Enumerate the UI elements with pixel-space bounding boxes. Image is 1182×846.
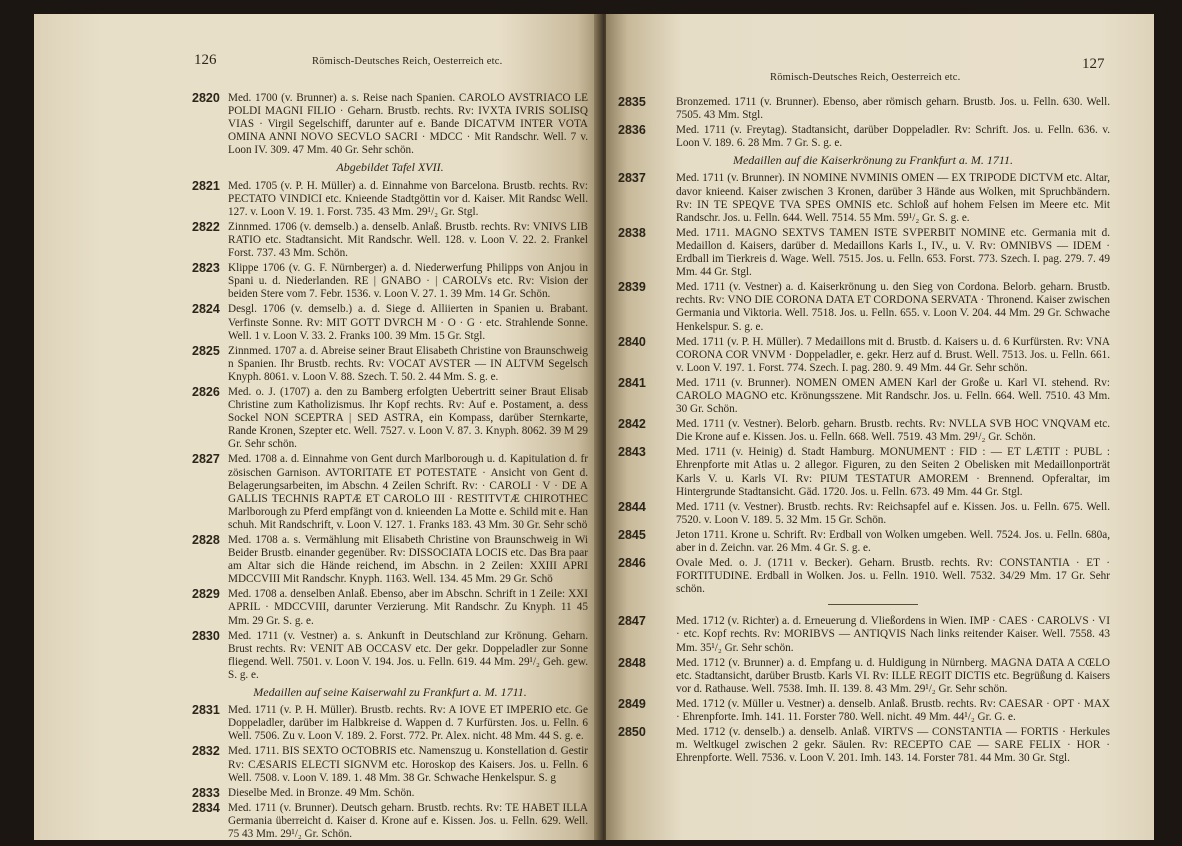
lot-number: 2824 (192, 302, 220, 317)
catalog-entry (618, 334, 1110, 375)
lot-description: Med. 1711. BIS SEXTO OCTOBRIS etc. Namenszug u. Konstellation d. Gestir Rv: CÆSARIS ELECTI SIGNVM etc. Horoskop des Kaisers. Jos. u. Felln. 6 Well. 7508. v. Loon V. 189. 1. 48 Mm. 38 Gr. Schwache Henkelspur. S. g (228, 745, 588, 784)
catalog-entry (192, 386, 588, 451)
lot-number: 2835 (618, 95, 646, 109)
lot-description: Desgl. 1706 (v. demselb.) a. d. Siege d. Alliierten in Spanien u. Brabant. Verfinste Sonne. Rv: MIT GOTT DVRCH M · O · G · etc. Strahlende Sonne. Well. 1 v. Loon V. 33. 2. Franks 100. 39 Mm. 15 Gr. Stgl. (228, 303, 588, 342)
catalog-entry (192, 180, 588, 219)
catalog-entry (618, 527, 1110, 555)
lot-number: 2820 (192, 91, 220, 105)
left-page (34, 14, 600, 840)
catalog-entry (618, 499, 1110, 527)
lot-number: 2832 (192, 744, 220, 759)
lot-number: 2849 (618, 696, 646, 711)
lot-description: Med. 1711 (v. Brunner). Deutsch geharn. Brustb. rechts. Rv: TE HABET ILLA Germania überreicht d. Kaiser d. Krone auf e. Kissen. Jos. u. Felln. 629. Well. 75 43 Mm. 29¹/₂ Gr. Schön. (228, 801, 588, 840)
lot-description: Med. o. J. (1707) a. den zu Bamberg erfolgten Uebertritt seiner Braut Elisab Christine zum Katholizismus. Ihr Kopf rechts. Rv: Auf e. Postament, a. dess Sockel NON SCEPTRA | SED ASTRA, ein Kompass, darüber Sternkarte, Rande Kronen, Szepter etc. Well. 7527. v. Loon V. 87. 3. Knyph. 8062. 39 M 29 Gr. Sehr schön. (228, 385, 588, 451)
catalog-entry (618, 417, 1110, 444)
lot-description: Dieselbe Med. in Bronze. 49 Mm. Schön. (228, 786, 415, 799)
lot-number: 2829 (192, 587, 220, 602)
lot-description: Med. 1705 (v. P. H. Müller) a. d. Einnahme von Barcelona. Brustb. rechts. Rv: PECTATO VINDICI etc. Knieende Stadtgöttin vor d. Kaiser. Mit Randsc Well. 127. v. Loon V. 19. 1. Forst. 735. 43 Mm. 29¹/₂ Gr. Stgl. (228, 179, 588, 218)
lot-description: Bronzemed. 1711 (v. Brunner). Ebenso, aber römisch geharn. Brustb. Jos. u. Felln. 630. Well. 7505. 43 Mm. Stgl. (676, 96, 1110, 122)
lot-number: 2821 (192, 178, 220, 193)
book-spread (34, 14, 1154, 840)
lot-number: 2826 (192, 384, 220, 399)
lot-number: 2828 (192, 533, 220, 547)
lot-description: Jeton 1711. Krone u. Schrift. Rv: Erdball von Wolken umgeben. Well. 7524. Jos. u. Felln. 680a, aber in d. Zeichn. var. 26 Mm. 4 Gr. S. g. e. (676, 528, 1110, 554)
lot-description: Med. 1708 a. d. Einnahme von Gent durch Marlborough u. d. Kapitulation d. fr zösischen Garnison. AVTORITATE ET POTESTATE · Ansicht von Gent d. Belagerungsarbeiten, im Abschn. 4 Zeilen Schrift. Rv: · CAROLI · V · DE A GALLIS TECHNIS RAPTÆ ET CAROLO III · RESTITVTÆ CHIROTHEC Marlborough zu Pferd empfängt von d. knieenden La Motte e. Schild mit e. Han schuh. Mit Randschrift, v. Loon V. 127. 1. Franks 183. 43 Mm. 30 Gr. Sehr schö (228, 453, 588, 531)
catalog-entry (192, 534, 588, 586)
catalog-column (192, 92, 588, 840)
lot-description: Med. 1711. MAGNO SEXTVS TAMEN ISTE SVPERBIT NOMINE etc. Germania mit d. Medaillon d. Kaisers, darüber d. Medaillons Karls I., IV., u. V. Rv: OMNIBVS — IDEM · Erdball im Tierkreis d. Wage. Well. 7515. Jos. u. Felln. 653. Forst. 773. Szech. I. pag. 279. 7. 49 Mm. 44 Gr. Stgl. (676, 226, 1110, 279)
lot-description: Ovale Med. o. J. (1711 v. Becker). Geharn. Brustb. rechts. Rv: CONSTANTIA · ET · FORTITUDINE. Erdball in Wolken. Jos. u. Felln. 1910. Well. 7532. 34/29 Mm. 17 Gr. Sehr schön. (676, 557, 1110, 596)
lot-number: 2841 (618, 375, 646, 390)
catalog-entry (192, 745, 588, 784)
running-header: Römisch-Deutsches Reich, Oesterreich etc. (770, 72, 961, 83)
lot-number: 2833 (192, 785, 220, 800)
catalog-entry (618, 280, 1110, 333)
lot-description: Med. 1708 a. s. Vermählung mit Elisabeth Christine von Braunschweig in Wi Beider Brustb. einander gegenüber. Rv: DISSOCIATA LOCIS etc. Das Bra paar am Altar sich die Hände reichend, im Abschn. in 2 Zeilen: XXIII APRI MDCCVIII Mit Randschr. Knyph. 1163. Well. 134. 45 Mm. 29 Gr. Schö (228, 534, 588, 586)
lot-description: Med. 1711 (v. P. H. Müller). 7 Medaillons mit d. Brustb. d. Kaisers u. d. 6 Kurfürsten. Rv: VNA CORONA COR VNVM · Doppeladler, e. gekr. Herz auf d. Brust. Well. 7513. Jos. u. Felln. 661. v. Loon V. 197. 1. Forst. 774. Szech. I. pag. 280. 9. 49 Mm. 44 Gr. Sehr schön. (676, 335, 1110, 374)
lot-description: Zinnmed. 1706 (v. demselb.) a. denselb. Anlaß. Brustb. rechts. Rv: VNIVS LIB RATIO etc. Stadtansicht. Mit Randschr. Well. 128. v. Loon V. 22. 2. Frankel Forst. 737. 43 Mm. Schön. (228, 220, 588, 260)
lot-number: 2842 (618, 417, 646, 432)
divider (828, 604, 918, 605)
catalog-entry (618, 725, 1110, 765)
section-heading: Medaillen auf seine Kaiserwahl zu Frankfurt a. M. 1711. (253, 685, 527, 700)
lot-number: 2847 (618, 614, 646, 629)
catalog-entry (618, 614, 1110, 654)
lot-number: 2839 (618, 280, 646, 295)
right-page (606, 14, 1154, 840)
catalog-entry (192, 704, 588, 743)
catalog-entry (618, 696, 1110, 724)
lot-number: 2843 (618, 445, 646, 460)
catalog-entry (618, 655, 1110, 696)
lot-number: 2831 (192, 703, 220, 718)
catalog-entry (192, 630, 588, 682)
lot-number: 2848 (618, 655, 646, 670)
lot-number: 2844 (618, 499, 646, 514)
catalog-entry (618, 445, 1110, 498)
lot-number: 2846 (618, 556, 646, 571)
catalog-entry (618, 225, 1110, 279)
catalog-entry (192, 303, 588, 342)
page-number: 127 (1082, 56, 1105, 72)
catalog-entry (192, 588, 588, 627)
lot-description: Med. 1700 (v. Brunner) a. s. Reise nach Spanien. CAROLO AVSTRIACO LE POLDI MAGNI FILIO · Geharn. Brustb. rechts. Rv: IVXTA IVRIS SOLISQ VIAS · Virgil Segelschiff, darunter auf e. Bande DICATVM INTER VOTA OMINA ANNI NOVO SECVLO SACRI · MDCC · Mit Randschr. Well. 7 v. Loon IV. 309. 47 Mm. 40 Gr. Sehr schön. (228, 92, 588, 157)
lot-number: 2830 (192, 628, 220, 643)
section-heading: Abgebildet Tafel XVII. (336, 160, 444, 175)
lot-description: Med. 1712 (v. Müller u. Vestner) a. denselb. Anlaß. Brustb. rechts. Rv: CAESAR · OPT · MAX · Ehrenpforte. Imh. 141. 11. Forster 780. Well. nicht. 49 Mm. 44¹/₂ Gr. G. e. (676, 697, 1110, 724)
lot-description: Med. 1712 (v. Richter) a. d. Erneuerung d. Vließordens in Wien. IMP · CAES · CAROLVS · VI · etc. Kopf rechts. Rv: MORIBVS — ANTIQVIS Nach links reitender Kaiser. Well. 7558. 43 Mm. 35¹/₂ Gr. Sehr schön. (676, 615, 1110, 654)
lot-description: Med. 1711 (v. Vestner). Brustb. rechts. Rv: Reichsapfel auf e. Kissen. Jos. u. Felln. 675. Well. 7520. v. Loon V. 189. 5. 32 Mm. 15 Gr. Schön. (676, 500, 1110, 526)
lot-description: Med. 1711 (v. Brunner). NOMEN OMEN AMEN Karl der Große u. Karl VI. stehend. Rv: CAROLO MAGNO etc. Krönungsszene. Mit Randschr. Jos. u. Felln. 664. Well. 7510. 43 Mm. 30 Gr. Schön. (676, 376, 1110, 416)
lot-number: 2836 (618, 123, 646, 138)
page-number: 126 (194, 52, 217, 68)
catalog-entry (192, 345, 588, 384)
catalog-entry (618, 171, 1110, 224)
catalog-entry (192, 787, 588, 800)
catalog-entry (192, 221, 588, 260)
lot-number: 2845 (618, 527, 646, 542)
catalog-entry (618, 556, 1110, 596)
lot-number: 2823 (192, 261, 220, 276)
lot-number: 2838 (618, 225, 646, 240)
lot-description: Med. 1711 (v. Heinig) d. Stadt Hamburg. MONUMENT : FID : — ET LÆTIT : PUBL : Ehrenpforte mit Atlas u. 2 allegor. Figuren, zu den Seiten 2 Obelisken mit Medaillonporträt Karls V. u. Karls VI. Rv: PIUM TESTATUR AMOREM · Brennend. Opferaltar, im Hintergrunde Stadtansicht. Gäd. 1720. Jos. u. Felln. 673. 49 Mm. 44 Gr. Stgl. (676, 446, 1110, 498)
section-heading: Medaillen auf die Kaiserkrönung zu Frankfurt a. M. 1711. (732, 153, 1014, 168)
running-header: Römisch-Deutsches Reich, Oesterreich etc. (312, 56, 503, 67)
catalog-column (618, 95, 1110, 767)
catalog-entry (192, 92, 588, 157)
lot-number: 2825 (192, 343, 220, 358)
lot-description: Klippe 1706 (v. G. F. Nürnberger) a. d. Niederwerfung Philipps von Anjou in Spani u. d. Niederlanden. RE | GNABO · | CAROLVs etc. Rv: Vision der beiden Stere vom 7. Febr. 1536. v. Loon V. 27. 1. 39 Mm. 14 Gr. Schön. (228, 262, 588, 301)
lot-description: Zinnmed. 1707 a. d. Abreise seiner Braut Elisabeth Christine von Braunschweig n Spanien. Ihr Brustb. rechts. Rv: VOCAT AVSTER — IN ALTVM Segelsch Knyph. 8061. v. Loon V. 88. Szech. T. 50. 2. 44 Mm. S. g. e. (228, 344, 588, 383)
catalog-entry (192, 453, 588, 532)
catalog-entry (618, 375, 1110, 416)
lot-number: 2827 (192, 452, 220, 467)
lot-description: Med. 1711 (v. Vestner) a. s. Ankunft in Deutschland zur Krönung. Geharn. Brust rechts. Rv: VENIT AB OCCASV etc. Der gekr. Doppeladler zur Sonne fliegend. Well. 7501. v. Loon V. 194. Jos. u. Felln. 619. 44 Mm. 29¹/₂ Geh. gew. S. g. e. (228, 629, 588, 681)
lot-number: 2840 (618, 334, 646, 349)
lot-description: Med. 1712 (v. Brunner) a. d. Empfang u. d. Huldigung in Nürnberg. MAGNA DATA A CŒLO etc. Stadtansicht, darüber Brustb. Karls VI. Rv: ILLE REGIT DICTIS etc. Begrüßung d. Kaisers vor d. Rathause. Well. 7538. Imh. II. 139. 8. 43 Mm. 29¹/₂ Gr. Sehr schön. (676, 656, 1110, 695)
catalog-entry (192, 262, 588, 301)
catalog-entry (618, 123, 1110, 150)
lot-description: Med. 1711 (v. Vestner) a. d. Kaiserkrönung u. den Sieg von Cordona. Belorb. geharn. Brustb. rechts. Rv: VNO DIE CORONA DATA ET CORDONA SERVATA · Thronend. Kaiser zwischen Germania und Viktoria. Well. 7518. Jos. u. Felln. 655. v. Loon V. 204. 44 Mm. 29 Gr. Schwache Henkelspur. S. g. e. (676, 281, 1110, 333)
lot-description: Med. 1711 (v. Brunner). IN NOMINE NVMINIS OMEN — EX TRIPODE DICTVM etc. Altar, davor knieend. Kaiser zwischen 3 Kronen, darüber 3 Hände aus Wolken, mit Spruchbändern. Rv: IN TE SPEQVE TVA SPES OMNIS etc. Schloß auf hohem Felsen im Meere etc. Mit Randschr. Jos. u. Felln. 644. Well. 7514. 55 Mm. 59¹/₂ Gr. S. g. e. (676, 172, 1110, 224)
lot-description: Med. 1712 (v. denselb.) a. denselb. Anlaß. VIRTVS — CONSTANTIA — FORTIS · Herkules m. Weltkugel zwischen 2 gekr. Säulen. Rv: RECEPTO CAE — SARE FELIX · HOR · Ehrenpforte. Well. 7536. v. Loon V. 201. Imh. 143. 14. Forster 781. 44 Mm. 30 Gr. Stgl. (676, 726, 1110, 765)
lot-description: Med. 1711 (v. Freytag). Stadtansicht, darüber Doppeladler. Rv: Schrift. Jos. u. Felln. 636. v. Loon V. 189. 6. 28 Mm. 7 Gr. S. g. e. (676, 124, 1110, 150)
lot-number: 2834 (192, 800, 220, 815)
lot-description: Med. 1711 (v. P. H. Müller). Brustb. rechts. Rv: A IOVE ET IMPERIO etc. Ge Doppeladler, darüber im Halbkreise d. Wappen d. 7 Kurfürsten. Jos. u. Felln. 6 Well. 7506. Zu v. Loon V. 189. 2. Forst. 772. Pr. Alex. nicht. 48 Mm. 44 S. g. e. (228, 704, 588, 743)
lot-number: 2837 (618, 171, 646, 186)
catalog-entry (618, 95, 1110, 122)
lot-number: 2822 (192, 219, 220, 234)
lot-description: Med. 1708 a. denselben Anlaß. Ebenso, aber im Abschn. Schrift in 1 Zeile: XXI APRIL · MDCCVIII, darunter Verzierung. Mit Randschr. Zu Knyph. 11 45 Mm. 29 Gr. S. g. e. (228, 588, 588, 627)
catalog-entry (192, 802, 588, 840)
lot-number: 2850 (618, 725, 646, 740)
lot-description: Med. 1711 (v. Vestner). Belorb. geharn. Brustb. rechts. Rv: NVLLA SVB HOC VNQVAM etc. Die Krone auf e. Kissen. Jos. u. Felln. 668. Well. 7519. 43 Mm. 29¹/₂ Gr. Schön. (676, 418, 1110, 444)
